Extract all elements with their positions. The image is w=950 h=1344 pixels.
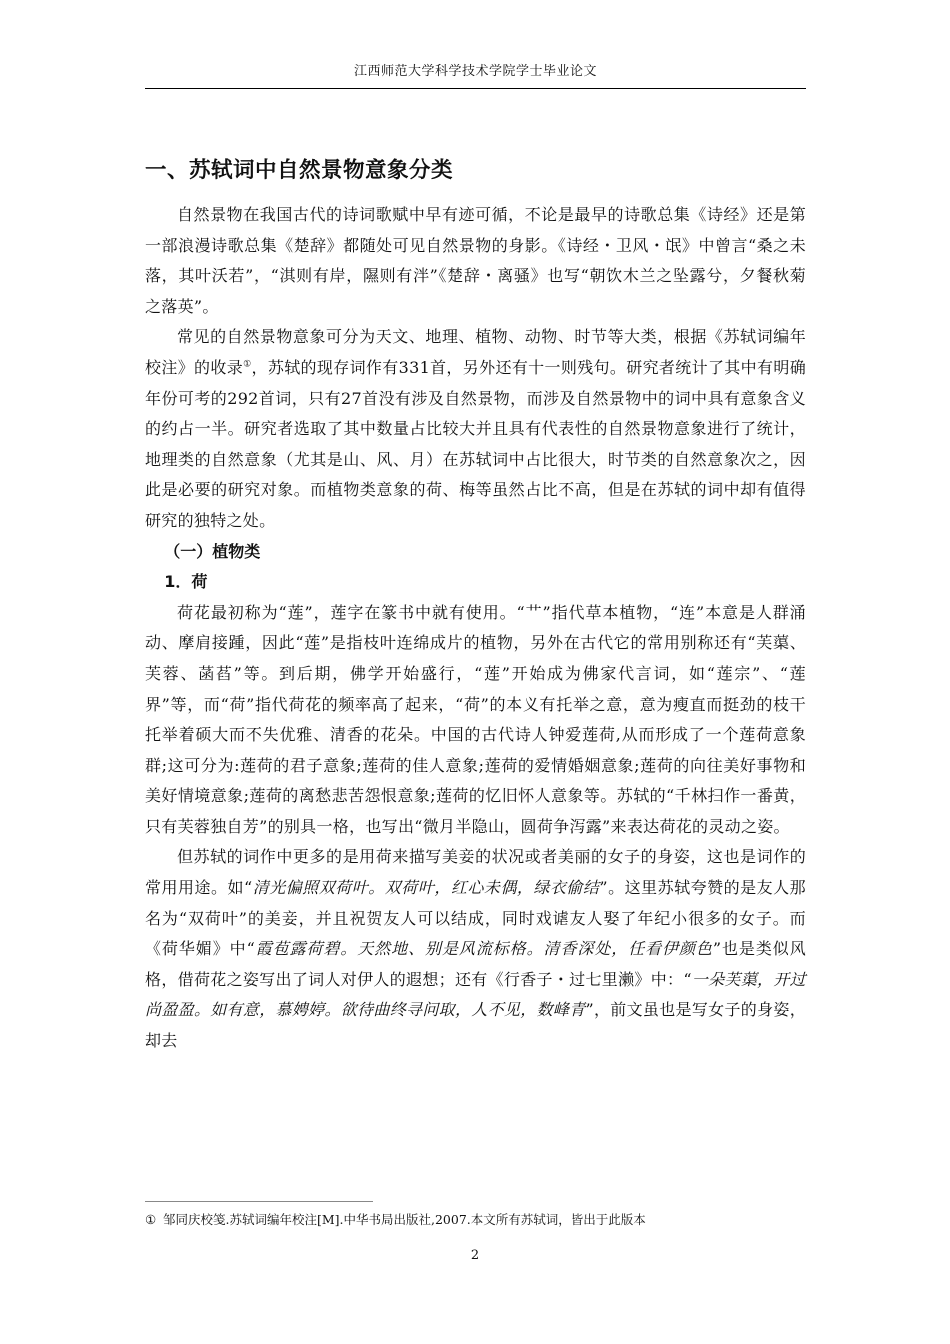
page-number: 2 xyxy=(470,1248,480,1263)
section-title: 一、苏轼词中自然景物意象分类 xyxy=(145,158,454,183)
quotation-2: 霞苞露荷碧。天然地、别是风流标格。清香深处，任看伊颜色 xyxy=(255,939,713,959)
quotation-1: 清光偏照双荷叶。双荷叶，红心未偶，绿衣偷结 xyxy=(252,878,600,898)
quotation-3: 一朵芙蕖，开过尚盈盈。如有意，慕娉婷。欲待曲终寻问取，人不见，数峰青 xyxy=(145,969,806,1020)
paragraph-3: 荷花最初称为“莲”，莲字在篆书中就有使用。“艹”指代草本植物，“连”本意是人群涌动、摩肩接踵，因此“莲”是指枝叶连绵成片的植物，另外在古代它的常用别称还有“芙蕖、芙蓉、菡萏”等。到后期，佛学开始盛行，“莲”开始成为佛家代言词，如“莲宗”、“莲界”等，而“荷”指代荷花的频率高了起来，“荷”的本义有托举之意，意为瘦直而挺劲的枝干托举着硕大而不失优雅、清香的花朵。中国的古代诗人钟爱莲荷,从而形成了一个莲荷意象群;这可分为:莲荷的君子意象;莲荷的佳人意象;莲荷的爱情婚姻意象;莲荷的向往美好事物和美好情境意象;莲荷的离愁悲苦怨恨意象;莲荷的忆旧怀人意象等。苏轼的“千林扫作一番黄，只有芙蓉独自芳”的别具一格，也写出“微月半隐山，圆荷争泻露”来表达荷花的灵动之姿。 xyxy=(145,602,806,836)
body-text xyxy=(145,200,806,1057)
subheading-lotus: 1．荷 xyxy=(164,572,208,592)
paragraph-2-text-b: ，苏轼的现存词作有331首，另外还有十一则残句。研究者统计了其中有明确年份可考的292首词，只有27首没有涉及自然景物，而涉及自然景物中的词中具有意象含义的约占一半。研究者选取了其中数量占比较大并且具有代表性的自然景物意象进行了统计，地理类的自然意象（尤其是山、风、月）在苏轼词中占比很大，时节类的自然意象次之，因此是必要的研究对象。而植物类意象的荷、梅等虽然占比不高，但是在苏轼的词中却有值得研究的独特之处。 xyxy=(145,357,806,530)
footnote-mark: ① xyxy=(145,1212,157,1227)
footnote-rule xyxy=(145,1201,373,1202)
subheading-plants: （一）植物类 xyxy=(164,541,261,561)
footnote-reference[interactable]: ① xyxy=(243,359,252,370)
footnote-text: 邹同庆校笺.苏轼词编年校注[M].中华书局出版社,2007.本文所有苏轼词，皆出于此版本 xyxy=(163,1212,646,1227)
paragraph-4-text-2: ”。这里苏轼夸赞的是友人那名为“双荷叶”的美妾，并且祝贺友人可以结成，同时戏谑友人娶了年纪小很多的女子。而《荷华媚》中“ xyxy=(145,878,806,959)
header-rule xyxy=(145,88,806,89)
paragraph-4-text-3: ”也是类似风格，借荷花之姿写出了词人对伊人的遐想；还有《行香子・过七里濑》中：“ xyxy=(145,939,806,989)
paragraph-4-text-4: ”，前文虽也是写女子的身姿，却去 xyxy=(145,1000,806,1051)
paragraph-4-text-1: 但苏轼的词作中更多的是用荷来描写美妾的状况或者美丽的女子的身姿，这也是词作的常用用途。如“ xyxy=(145,847,806,898)
running-header: 江西师范大学科学技术学院学士毕业论文 xyxy=(353,64,597,79)
paragraph-4 xyxy=(145,842,806,1056)
footnote xyxy=(145,1210,806,1228)
paragraph-2-text-a: 常见的自然景物意象可分为天文、地理、植物、动物、时节等大类，根据《苏轼词编年校注》的收录 xyxy=(145,327,806,377)
paragraph-2 xyxy=(145,322,806,536)
paragraph-1: 自然景物在我国古代的诗词歌赋中早有迹可循，不论是最早的诗歌总集《诗经》还是第一部浪漫诗歌总集《楚辞》都随处可见自然景物的身影。《诗经・卫风・氓》中曾言“桑之未落，其叶沃若”，“淇则有岸，隰则有泮”《楚辞・离骚》也写“朝饮木兰之坠露兮，夕餐秋菊之落英”。 xyxy=(145,205,806,316)
